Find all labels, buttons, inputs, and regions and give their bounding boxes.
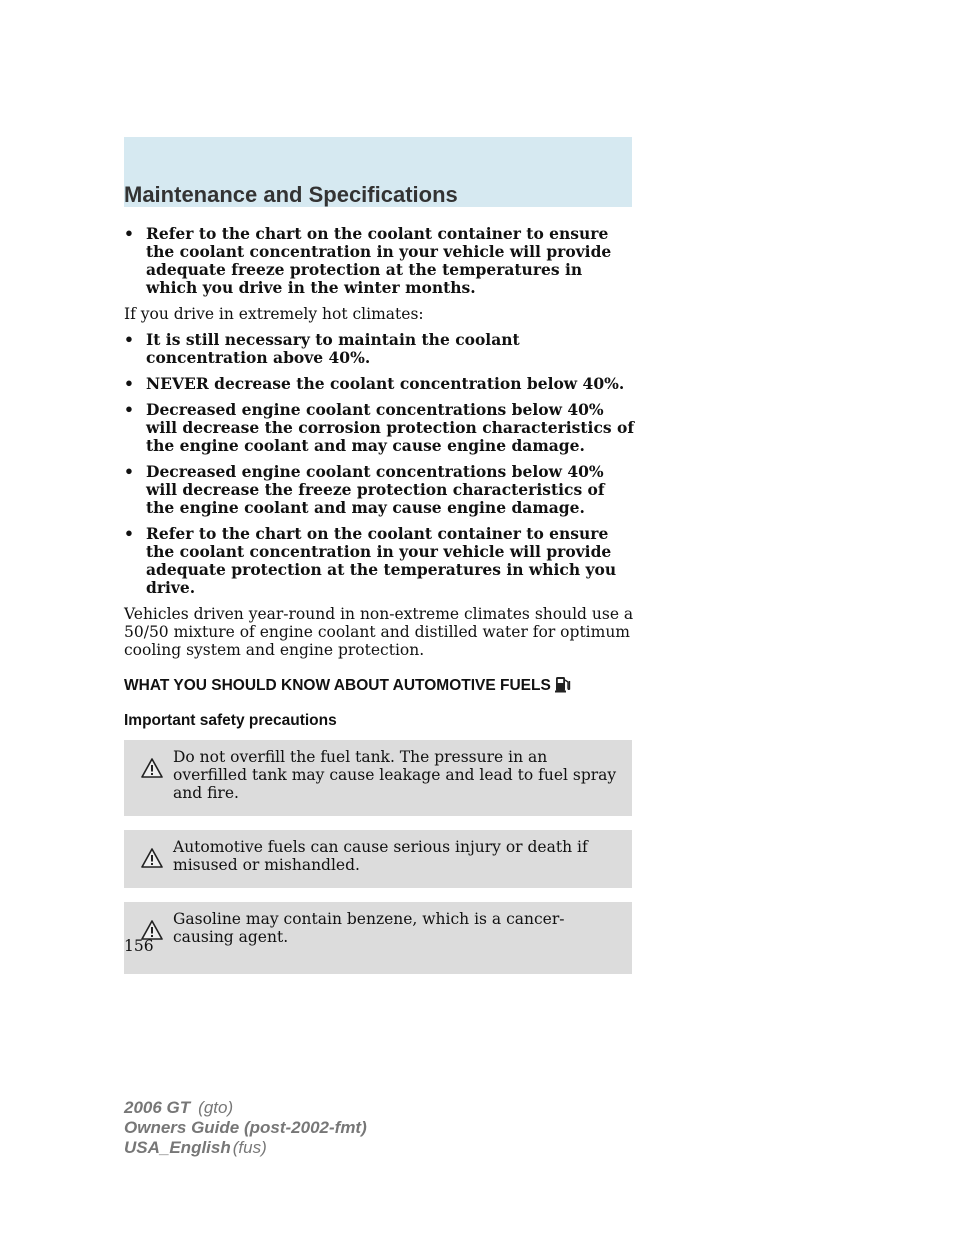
warning-text: Do not overfill the fuel tank. The pressure in an overfilled tank may cause leakage and lead to fuel spray and fire. bbox=[173, 748, 617, 802]
bullet-dot: • bbox=[124, 330, 134, 349]
bullet-dot: • bbox=[124, 374, 134, 393]
bullet-item: • Refer to the chart on the coolant container to ensure the coolant concentration in your vehicle will provide adequate protection at the temperatures in which you drive. bbox=[124, 524, 617, 597]
bullet-item: • Decreased engine coolant concentrations below 40% will decrease the corrosion protection characteristics of the engine coolant and may cause engine damage. bbox=[124, 400, 635, 455]
fuel-pump-icon bbox=[555, 673, 571, 698]
bullet-dot: • bbox=[124, 224, 134, 243]
footer-model-code: (gto) bbox=[198, 1098, 234, 1117]
warning-triangle-icon bbox=[141, 848, 163, 872]
fuels-heading: WHAT YOU SHOULD KNOW ABOUT AUTOMOTIVE FUELS bbox=[124, 673, 636, 698]
warning-text: Automotive fuels can cause serious injury or death if misused or mishandled. bbox=[173, 838, 588, 874]
warning-triangle-icon bbox=[141, 758, 163, 782]
section-title: Maintenance and Specifications bbox=[124, 182, 458, 207]
warning-box bbox=[124, 902, 632, 974]
footer-language-code: (fus) bbox=[232, 1138, 267, 1157]
bullet-item: • Refer to the chart on the coolant container to ensure the coolant concentration in your vehicle will provide adequate freeze protection at the temperatures in which you drive in the winter months. bbox=[124, 224, 612, 297]
safety-heading: Important safety precautions bbox=[124, 712, 337, 729]
bullet-item: • NEVER decrease the coolant concentration below 40%. bbox=[124, 374, 625, 393]
bullet-item: • Decreased engine coolant concentrations below 40% will decrease the freeze protection characteristics of the engine coolant and may cause engine damage. bbox=[124, 462, 605, 517]
bullet-dot: • bbox=[124, 462, 134, 481]
document-footer bbox=[124, 1098, 367, 1158]
footer-language: USA_English bbox=[124, 1138, 231, 1157]
warning-box bbox=[124, 740, 632, 816]
bullet-item: • It is still necessary to maintain the coolant concentration above 40%. bbox=[124, 330, 520, 367]
bullet-dot: • bbox=[124, 400, 134, 419]
page-content bbox=[124, 225, 636, 988]
year-round-paragraph: Vehicles driven year-round in non-extreme climates should use a 50/50 mixture of engine coolant and distilled water for optimum cooling system and engine protection. bbox=[124, 605, 634, 659]
hot-climates-intro: If you drive in extremely hot climates: bbox=[124, 305, 424, 323]
footer-model: 2006 GT bbox=[124, 1098, 191, 1117]
footer-guide: Owners Guide (post-2002-fmt) bbox=[124, 1118, 367, 1137]
page-number: 156 bbox=[124, 937, 154, 955]
bullet-dot: • bbox=[124, 524, 134, 543]
warning-text: Gasoline may contain benzene, which is a cancer-causing agent. bbox=[173, 910, 565, 946]
warning-box bbox=[124, 830, 632, 888]
